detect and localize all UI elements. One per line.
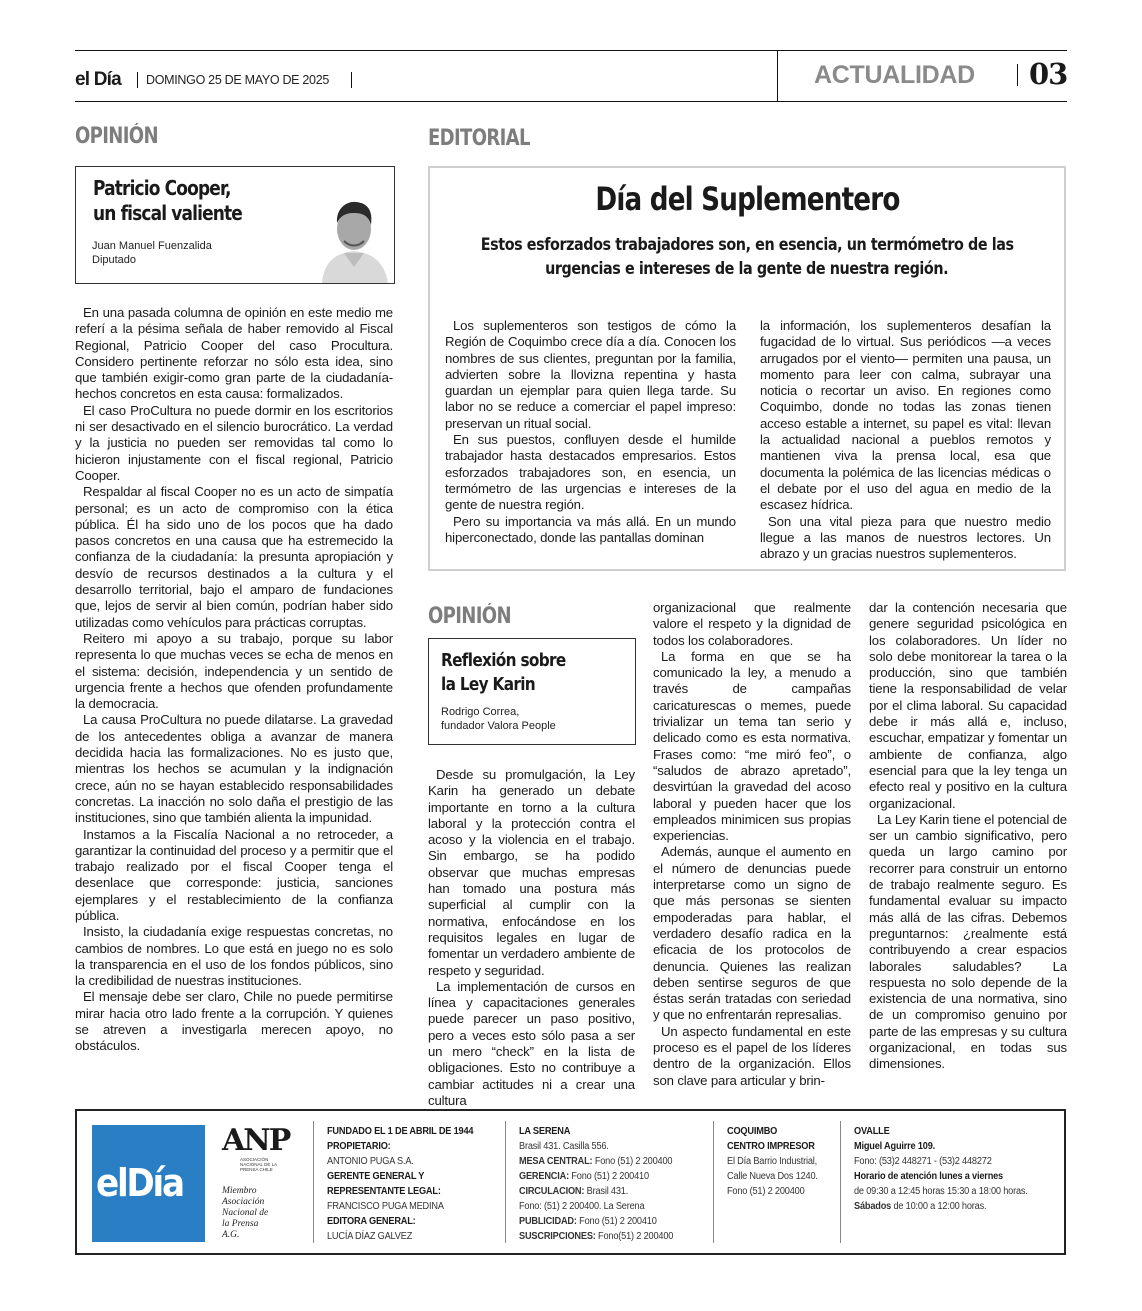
footer-divider (840, 1121, 841, 1243)
footer-logo-block (92, 1125, 205, 1242)
paragraph: Instamos a la Fiscalía Nacional a no retroceder, a garantizar la continuidad del proceso y a permitir que el trabajo realizado por el fiscal Cooper tenga el desenlace que corresponde: justicia, sanciones ejemplares y el restablecimiento de la confianza pública. (75, 826, 393, 923)
author-photo (314, 195, 394, 283)
column-byline-2: Rodrigo Correa, fundador Valora People (441, 706, 556, 732)
paragraph: la información, los suplementeros desafían la fugacidad de lo virtual. Sus periódicos —a veces arrugados por el viento— permiten una pausa, un momento para leer con calma, subrayar una noticia o recortar un aviso. En regiones como Coquimbo, donde no todas las zonas tienen acceso estable a internet, su papel es vital: llevan la actualidad nacional a pueblos remotos y mantienen viva la prensa local, esa que documenta la polémica de las licencias médicas o el debate por el uso del agua en medio de la escasez hídrica. (760, 318, 1051, 513)
paragraph: La causa ProCultura no puede dilatarse. La gravedad de los antecedentes obliga a avanzar de manera decidida hacia las formalizaciones. No es justo que, mientras los hechos se acumulan y la indignación crece, aún no se hayan establecido responsabilidades concretas. La inacción no solo daña el prestigio de las instituciones, sino que también alienta la impunidad. (75, 712, 393, 826)
footer-divider (713, 1121, 714, 1243)
header-bottom-rule (75, 101, 1067, 102)
paragraph: La Ley Karin tiene el potencial de ser un cambio significativo, pero queda un largo camino por recorrer para construir un entorno de trabajo realmente seguro. Es fundamental evaluar su impacto más allá de las cifras. Debemos preguntarnos: ¿realmente está contribuyendo a crear espacios laborales saludables? La respuesta no solo depende de la existencia de una normativa, sino de un compromiso genuino por parte de las empresas y su cultura organizacional, en todas sus dimensiones. (869, 811, 1067, 1072)
paragraph: El mensaje debe ser claro, Chile no puede permitirse mirar hacia otro lado frente a la corrupción. Y quienes se atreven a investigarla merecen apoyo, no obstáculos. (75, 989, 393, 1054)
column-body (75, 305, 393, 1055)
paragraph: Respaldar al fiscal Cooper no es un acto de simpatía personal; es un acto de compromiso con la ética pública. Él ha sido uno de los pocos que ha dado pasos concretos en una causa que ha estremecido la confianza de la ciudadanía: la presunta apropiación y desvío de recursos destinados a la cultura y el desarrollo territorial, bajo el amparo de fundaciones que, lejos de servir al bien común, podrían haber sido utilizadas como vehículos para prácticas corruptas. (75, 484, 393, 630)
footer-col-founded: FUNDADO EL 1 DE ABRIL DE 1944 PROPIETARIO: ANTONIO PUGA S.A. GERENTE GENERAL Y REPRESENTANTE LEGAL: FRANCISCO PUGA MEDINA EDITORA GENERAL: LUCÍA DÍAZ GALVEZ (327, 1126, 474, 1242)
anp-logo: ANP (222, 1123, 290, 1158)
paragraph: Reitero mi apoyo a su trabajo, porque su labor representa lo que muchas veces se echa de menos en el sistema: decisión, independencia y un sentido de urgencia frente a hechos que ofenden profundamente la democracia. (75, 630, 393, 712)
footer-col-ovalle: OVALLE Miguel Aguirre 109. Fono: (53)2 448271 - (53)2 448272 Horario de atención lunes a viernes de 09:30 a 12:45 horas 15:30 a 18:00 horas. Sábados de 10:00 a 12:00 horas. (854, 1126, 1028, 1212)
section-label-editorial: EDITORIAL (428, 126, 530, 151)
paragraph: Desde su promulgación, la Ley Karin ha generado un debate importante en torno a la cultura laboral y la protección contra el acoso y la violencia en el trabajo. Sin embargo, se ha podido observar que muchas empresas han tomado una postura más superficial al cumplir con la normativa, enfocándose en los requisitos legales en lugar de fomentar un verdadero ambiente de respeto y seguridad. (428, 767, 635, 978)
paragraph: dar la contención necesaria que genere seguridad psicológica en los colaboradores. Un líder no solo debe monitorear la tarea o la producción, sino que también tiene la responsabilidad de velar por el clima laboral. Su capacidad debe ir más allá e, incluso, escuchar, empatizar y fomentar un ambiente de confianza, algo esencial para que la ley tenga un efecto real y positivo en la cultura organizacional. (869, 600, 1067, 811)
paragraph: organizacional que realmente valore el respeto y la dignidad de todos los colaboradores. (653, 600, 851, 648)
paragraph: Un aspecto fundamental en este proceso es el papel de los líderes dentro de la organización. Ellos son clave para articular y brin- (653, 1023, 851, 1088)
paragraph: En una pasada columna de opinión en este medio me referí a la pésima señala de haber removido al Fiscal Regional, Patricio Cooper del caso Procultura. Considero pertinente reforzar no sólo esta idea, sino que también exigir-como gran parte de la ciudadanía- hechos concretos en esta causa: formalizados. (75, 305, 393, 402)
paragraph: Pero su importancia va más allá. En un mundo hiperconectado, donde las pantallas dominan (445, 513, 736, 545)
header-logo: el Día (75, 69, 121, 90)
editorial-subtitle: Estos esforzados trabajadores son, en esencia, un termómetro de las urgencias e intereses de la gente de nuestra región. (480, 235, 1014, 278)
member-note: Miembro Asociación Nacional de la Prensa A.G. (222, 1186, 269, 1240)
page-number: 03 (1029, 57, 1068, 91)
footer-logo: elDía (96, 1161, 183, 1205)
section-title: ACTUALIDAD (814, 61, 975, 89)
column-byline: Juan Manuel Fuenzalida Diputado (92, 240, 212, 266)
footer-col-coquimbo: COQUIMBO CENTRO IMPRESOR El Día Barrio Industrial, Calle Nueva Dos 1240. Fono (51) 2 200400 (727, 1126, 818, 1197)
header-top-rule (75, 50, 1067, 51)
editorial-col-2 (760, 318, 1051, 562)
editorial-title-wrap (428, 180, 1066, 218)
paragraph: En sus puestos, confluyen desde el humilde trabajador hasta destacados empresarios. Estos esforzados trabajadores son, en esencia, un termómetro de las urgencias e intereses de la gente de nuestra región. (445, 432, 736, 513)
paragraph: La implementación de cursos en línea y capacitaciones generales puede parecer un paso positivo, pero a veces esto sólo pasa a ser un mero “check” en la lista de obligaciones. Esto no contribuye a cambiar actitudes ni a crear una cultura (428, 978, 635, 1108)
column-header-box-2 (428, 638, 636, 745)
header-divider (351, 72, 352, 88)
section-label-opinion: OPINIÓN (75, 124, 158, 149)
anp-small-text: ASOCIACIÓN NACIONAL DE LA PRENSA CHILE (240, 1157, 277, 1172)
column-title: Patricio Cooper, un fiscal valiente (93, 176, 242, 225)
paragraph: Los suplementeros son testigos de cómo la Región de Coquimbo crece día a día. Conocen los nombres de sus clientes, preguntan por la familia, advierten sobre la llovizna repentina y hasta guardan un ejemplar para quien llega tarde. Su labor no se reduce a comerciar el papel impreso: preservan un ritual social. (445, 318, 736, 431)
header-date: DOMINGO 25 DE MAYO DE 2025 (146, 73, 329, 87)
paragraph: La forma en que se ha comunicado la ley, a menudo a través de campañas caricaturescas o memes, puede trivializar un tema tan serio y delicado como es esta normativa. Frases como: “me miró feo”, o “saludos de abrazo apretado”, desvirtúan la gravedad del acoso laboral y pueden hacer que los empleados minimicen sus propias experiencias. (653, 648, 851, 844)
header-section-divider (777, 50, 778, 101)
opinion2-col-2 (653, 600, 851, 1089)
paragraph: Insisto, la ciudadanía exige respuestas concretas, no cambios de nombres. Lo que está en juego no es solo la transparencia en el uso de los fondos públicos, sino la credibilidad de nuestras instituciones. (75, 924, 393, 989)
column-header-box (75, 166, 395, 284)
header-divider (1017, 64, 1018, 86)
paragraph: El caso ProCultura no puede dormir en los escritorios ni ser desactivado en el silencio burocrático. La verdad y la justicia no pueden ser removidas tal como lo hicieron injustamente con el fiscal regional, Patricio Cooper. (75, 402, 393, 483)
editorial-col-1 (445, 318, 736, 546)
column-title-2: Reflexión sobre la Ley Karin (441, 650, 566, 695)
footer-col-laserena: LA SERENA Brasil 431. Casilla 556. MESA CENTRAL: Fono (51) 2 200400 GERENCIA: Fono (51) 2 200410 CIRCULACION: Brasil 431. Fono: (51) 2 200400. La Serena PUBLICIDAD: Fono (51) 2 200410 SUSCRIPCIONES: Fono(51) 2 200400 (519, 1126, 674, 1242)
section-label-opinion-2: OPINIÓN (428, 604, 511, 629)
paragraph: Además, aunque el aumento en el número de denuncias puede interpretarse como un signo de que más personas se sienten empoderadas para hablar, el verdadero desafío radica en la eficacia de los protocolos de denuncia. Quienes las realizan deben sentirse seguros de que éstas serán tratadas con seriedad y que no enfrentarán represalias. (653, 844, 851, 1023)
editorial-title: Día del Suplementero (594, 180, 900, 218)
opinion2-col-1 (428, 767, 635, 1109)
footer-divider (505, 1121, 506, 1243)
footer-divider (313, 1121, 314, 1243)
opinion2-col-3 (869, 600, 1067, 1073)
header-divider (137, 72, 138, 88)
paragraph: Son una vital pieza para que nuestro medio llegue a las manos de nuestros lectores. Un abrazo y un gracias nuestros suplementeros. (760, 513, 1051, 562)
